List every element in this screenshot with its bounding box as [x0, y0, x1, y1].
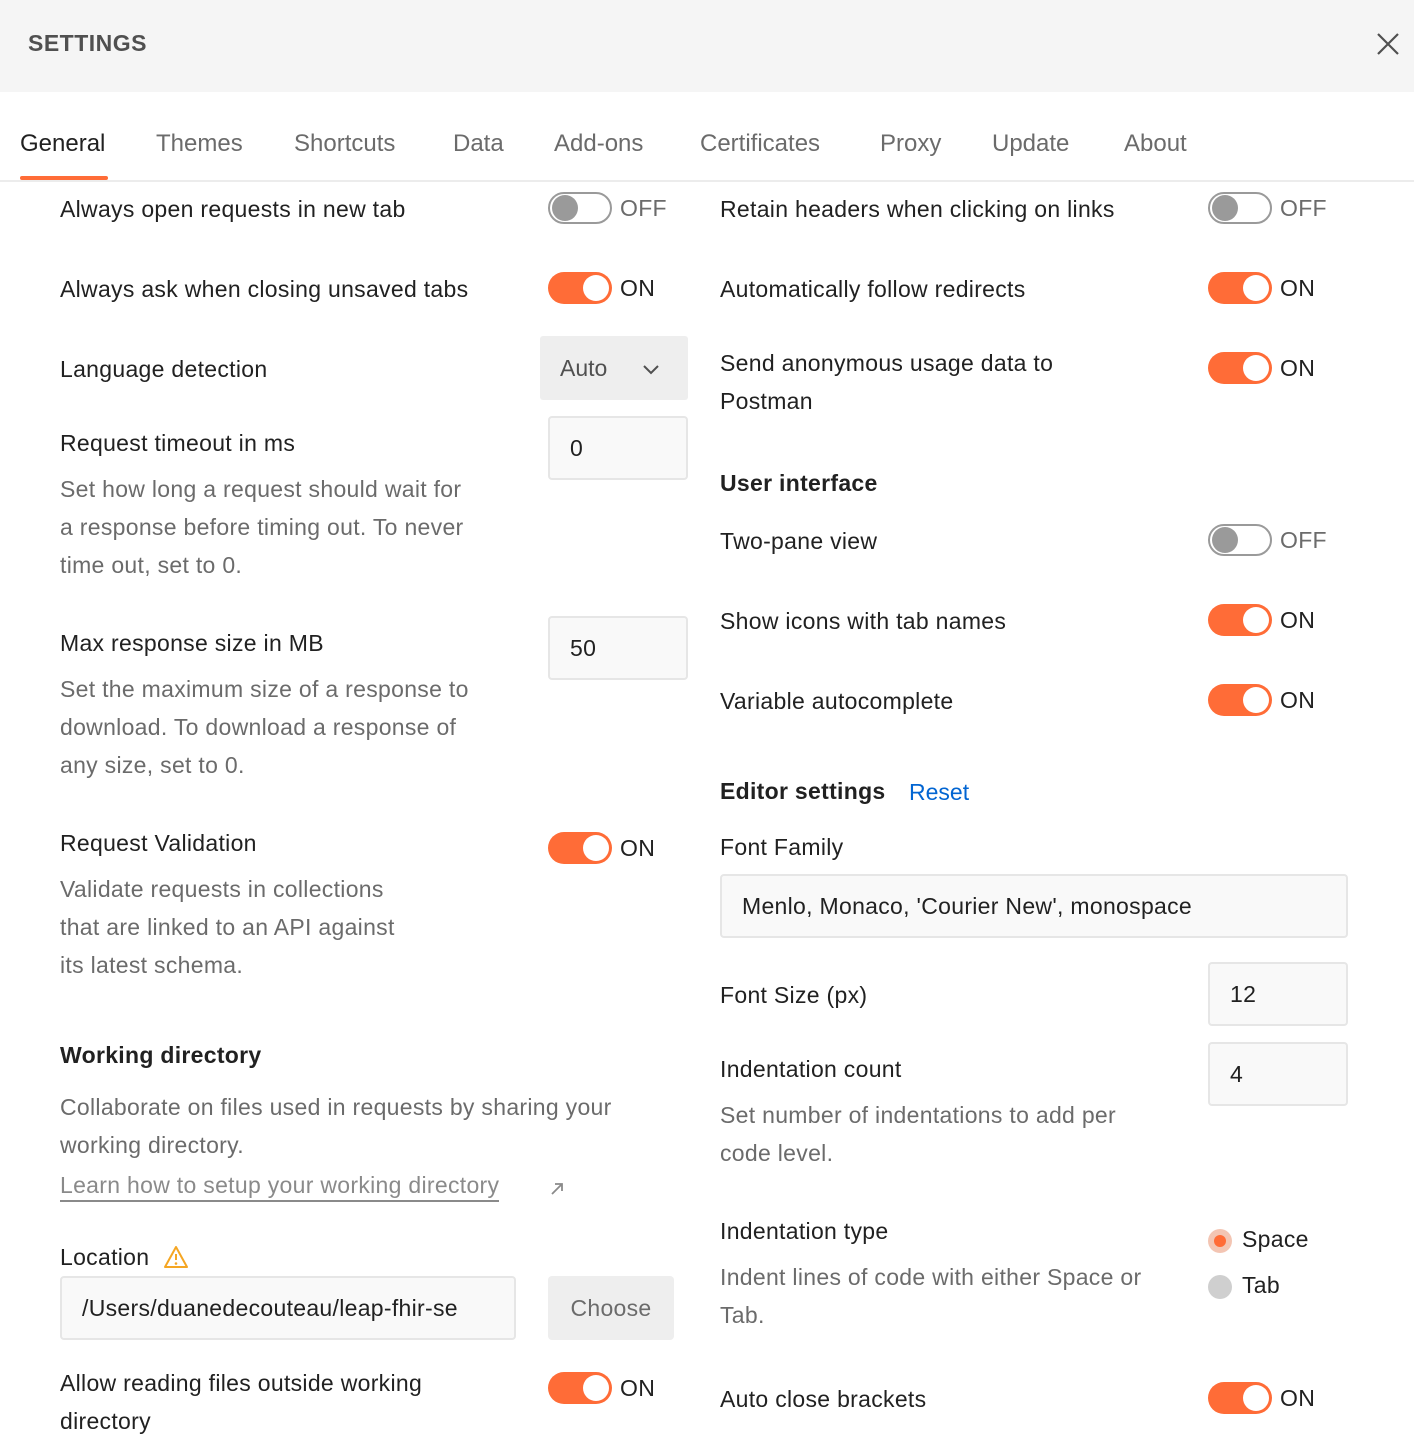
font-family-label: Font Family: [720, 834, 844, 860]
tab-icons-state: ON: [1280, 607, 1316, 633]
ask-closing-label: Always ask when closing unsaved tabs: [60, 276, 469, 302]
outside-dir-label: [60, 1364, 520, 1440]
language-detection-label: Language detection: [60, 356, 268, 382]
indent-type-label: Indentation type: [720, 1218, 889, 1244]
toggle-knob: [1243, 607, 1269, 633]
label-line: Allow reading files outside working: [60, 1370, 423, 1396]
desc-line: a response before timing out. To never: [60, 514, 464, 540]
location-input[interactable]: /Users/duanedecouteau/leap-fhir-se: [60, 1276, 516, 1340]
reset-link[interactable]: Reset: [909, 779, 970, 805]
follow-redirects-state: ON: [1280, 275, 1316, 301]
max-response-size-input[interactable]: 50: [548, 616, 688, 680]
outside-dir-state: ON: [620, 1375, 656, 1401]
desc-line: Validate requests in collections: [60, 876, 384, 902]
indent-type-desc: [720, 1258, 1190, 1334]
toggle-knob: [1212, 527, 1238, 553]
desc-line: code level.: [720, 1140, 834, 1166]
autocomplete-state: ON: [1280, 687, 1316, 713]
usage-data-state: ON: [1280, 355, 1316, 381]
desc-line: Set how long a request should wait for: [60, 476, 462, 502]
indent-tab-radio[interactable]: [1208, 1275, 1232, 1299]
choose-button[interactable]: Choose: [548, 1276, 674, 1340]
tab-icons-label: Show icons with tab names: [720, 608, 1007, 634]
working-directory-heading: Working directory: [60, 1042, 262, 1068]
request-timeout-input[interactable]: 0: [548, 416, 688, 480]
close-icon[interactable]: [1374, 30, 1402, 58]
working-directory-desc: [60, 1088, 680, 1164]
request-validation-desc: [60, 870, 520, 984]
request-validation-state: ON: [620, 835, 656, 861]
toggle-knob: [1243, 355, 1269, 381]
tab-proxy[interactable]: Proxy: [880, 130, 942, 157]
indent-count-input[interactable]: 4: [1208, 1042, 1348, 1106]
toggle-knob: [552, 195, 578, 221]
user-interface-heading: User interface: [720, 470, 878, 496]
autocomplete-label: Variable autocomplete: [720, 688, 954, 714]
max-response-size-desc: [60, 670, 520, 784]
indent-space-label: Space: [1242, 1226, 1309, 1252]
max-response-size-label: Max response size in MB: [60, 630, 324, 656]
location-label: Location: [60, 1244, 150, 1270]
desc-line: time out, set to 0.: [60, 552, 243, 578]
label-line: Send anonymous usage data to: [720, 350, 1054, 376]
request-validation-toggle[interactable]: [548, 832, 612, 864]
follow-redirects-toggle[interactable]: [1208, 272, 1272, 304]
two-pane-toggle[interactable]: [1208, 524, 1272, 556]
toggle-knob: [1243, 687, 1269, 713]
auto-close-toggle[interactable]: [1208, 1382, 1272, 1414]
tab-general[interactable]: General: [20, 130, 106, 157]
tab-update[interactable]: Update: [992, 130, 1070, 157]
retain-headers-toggle[interactable]: [1208, 192, 1272, 224]
open-new-tab-toggle[interactable]: [548, 192, 612, 224]
request-validation-label: Request Validation: [60, 830, 257, 856]
two-pane-label: Two-pane view: [720, 528, 878, 554]
title-bar: [0, 0, 1414, 92]
settings-tabs: [0, 92, 1414, 182]
desc-line: Indent lines of code with either Space or: [720, 1264, 1142, 1290]
outside-dir-toggle[interactable]: [548, 1372, 612, 1404]
indent-space-radio[interactable]: [1208, 1229, 1232, 1253]
toggle-knob: [1243, 275, 1269, 301]
desc-line: Tab.: [720, 1302, 765, 1328]
editor-settings-heading: Editor settings: [720, 778, 886, 804]
indent-tab-label: Tab: [1242, 1272, 1280, 1298]
request-timeout-label: Request timeout in ms: [60, 430, 296, 456]
language-detection-select[interactable]: [540, 336, 688, 400]
two-pane-state: OFF: [1280, 527, 1327, 553]
tab-data[interactable]: Data: [453, 130, 504, 157]
settings-title: SETTINGS: [28, 30, 148, 56]
desc-line: Collaborate on files used in requests by sharing your: [60, 1094, 612, 1120]
desc-line: any size, set to 0.: [60, 752, 245, 778]
warning-icon: [163, 1245, 189, 1269]
open-new-tab-label: Always open requests in new tab: [60, 196, 406, 222]
font-size-input[interactable]: 12: [1208, 962, 1348, 1026]
label-line: Postman: [720, 388, 813, 414]
request-timeout-desc: [60, 470, 520, 584]
autocomplete-toggle[interactable]: [1208, 684, 1272, 716]
tab-themes[interactable]: Themes: [156, 130, 243, 157]
indent-count-desc: [720, 1096, 1190, 1172]
usage-data-toggle[interactable]: [1208, 352, 1272, 384]
external-link-icon: [548, 1180, 566, 1198]
desc-line: Set the maximum size of a response to: [60, 676, 469, 702]
ask-closing-state: ON: [620, 275, 656, 301]
auto-close-label: Auto close brackets: [720, 1386, 927, 1412]
desc-line: working directory.: [60, 1132, 244, 1158]
toggle-knob: [583, 835, 609, 861]
tab-about[interactable]: About: [1124, 130, 1187, 157]
active-tab-indicator: [20, 176, 108, 180]
tab-certificates[interactable]: Certificates: [700, 130, 821, 157]
retain-headers-state: OFF: [1280, 195, 1327, 221]
label-line: directory: [60, 1408, 151, 1434]
working-directory-link[interactable]: Learn how to setup your working directory: [60, 1172, 499, 1202]
tab-add-ons[interactable]: Add-ons: [554, 130, 644, 157]
desc-line: download. To download a response of: [60, 714, 457, 740]
chevron-down-icon: [640, 358, 662, 380]
auto-close-state: ON: [1280, 1385, 1316, 1411]
desc-line: Set number of indentations to add per: [720, 1102, 1116, 1128]
font-size-label: Font Size (px): [720, 982, 868, 1008]
tab-shortcuts[interactable]: Shortcuts: [294, 130, 396, 157]
tab-icons-toggle[interactable]: [1208, 604, 1272, 636]
desc-line: its latest schema.: [60, 952, 244, 978]
usage-data-label: [720, 344, 1160, 420]
toggle-knob: [583, 1375, 609, 1401]
ask-closing-toggle[interactable]: [548, 272, 612, 304]
open-new-tab-state: OFF: [620, 195, 667, 221]
language-detection-value: Auto: [560, 355, 608, 381]
retain-headers-label: Retain headers when clicking on links: [720, 196, 1115, 222]
desc-line: that are linked to an API against: [60, 914, 395, 940]
toggle-knob: [583, 275, 609, 301]
indent-count-label: Indentation count: [720, 1056, 902, 1082]
follow-redirects-label: Automatically follow redirects: [720, 276, 1026, 302]
toggle-knob: [1212, 195, 1238, 221]
toggle-knob: [1243, 1385, 1269, 1411]
font-family-input[interactable]: Menlo, Monaco, 'Courier New', monospace: [720, 874, 1348, 938]
